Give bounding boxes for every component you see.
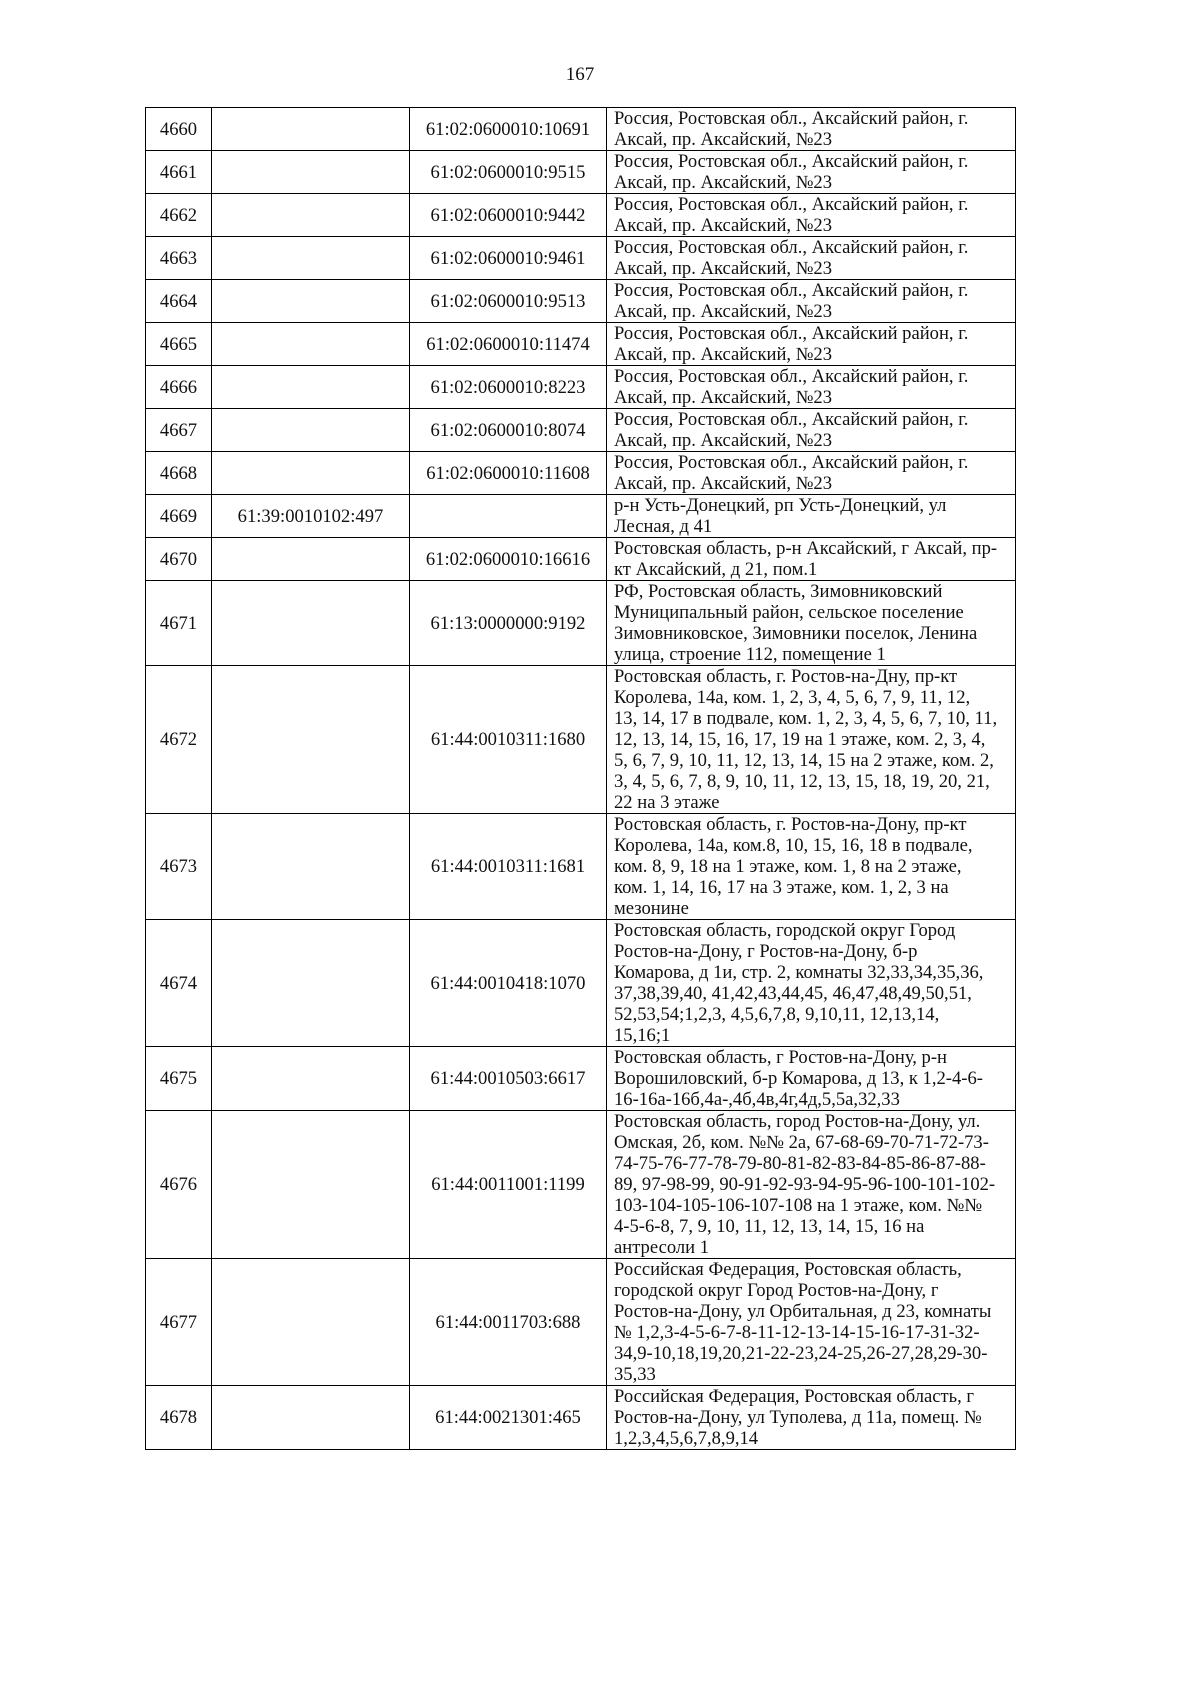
address-cell: Ростовская область, г. Ростов-на-Дну, пр-кт Королева, 14а, ком. 1, 2, 3, 4, 5, 6, 7, 9, 11, 12, 13, 14, 17 в подвале, ком. 1, 2, 3, 4, 5, 6, 7, 10, 11, 12, 13, 14, 15, 16, 17, 19 на 1 этаже, ком. 2, 3, 4, 5, 6, 7, 9, 10, 11, 12, 13, 14, 15 на 2 этаже, ком. 2, 3, 4, 5, 6, 7, 8, 9, 10, 11, 12, 13, 15, 18, 19, 20, 21, 22 на 3 этаже bbox=[607, 666, 1016, 814]
table-row bbox=[146, 1259, 1016, 1386]
room-cadastral-number-cell: 61:02:0600010:11608 bbox=[410, 452, 607, 495]
table-row bbox=[146, 280, 1016, 323]
room-cadastral-number-cell: 61:02:0600010:8223 bbox=[410, 366, 607, 409]
row-number-cell: 4675 bbox=[146, 1047, 212, 1111]
building-cadastral-number-cell bbox=[212, 1386, 410, 1450]
row-number-cell: 4664 bbox=[146, 280, 212, 323]
building-cadastral-number-cell bbox=[212, 323, 410, 366]
building-cadastral-number-cell bbox=[212, 1047, 410, 1111]
building-cadastral-number-cell bbox=[212, 581, 410, 666]
address-cell: Ростовская область, р-н Аксайский, г Аксай, пр- кт Аксайский, д 21, пом.1 bbox=[607, 538, 1016, 581]
address-cell: Россия, Ростовская обл., Аксайский район, г. Аксай, пр. Аксайский, №23 bbox=[607, 323, 1016, 366]
register-table bbox=[145, 107, 1016, 1450]
building-cadastral-number-cell bbox=[212, 237, 410, 280]
address-cell: Россия, Ростовская обл., Аксайский район, г. Аксай, пр. Аксайский, №23 bbox=[607, 280, 1016, 323]
building-cadastral-number-cell bbox=[212, 108, 410, 151]
room-cadastral-number-cell: 61:02:0600010:11474 bbox=[410, 323, 607, 366]
row-number-cell: 4668 bbox=[146, 452, 212, 495]
address-cell: Россия, Ростовская обл., Аксайский район, г. Аксай, пр. Аксайский, №23 bbox=[607, 194, 1016, 237]
building-cadastral-number-cell bbox=[212, 920, 410, 1047]
table-row bbox=[146, 237, 1016, 280]
building-cadastral-number-cell bbox=[212, 151, 410, 194]
building-cadastral-number-cell: 61:39:0010102:497 bbox=[212, 495, 410, 538]
row-number-cell: 4666 bbox=[146, 366, 212, 409]
room-cadastral-number-cell: 61:44:0021301:465 bbox=[410, 1386, 607, 1450]
table-row bbox=[146, 409, 1016, 452]
building-cadastral-number-cell bbox=[212, 538, 410, 581]
room-cadastral-number-cell: 61:44:0010503:6617 bbox=[410, 1047, 607, 1111]
row-number-cell: 4670 bbox=[146, 538, 212, 581]
row-number-cell: 4678 bbox=[146, 1386, 212, 1450]
table-row bbox=[146, 452, 1016, 495]
row-number-cell: 4665 bbox=[146, 323, 212, 366]
page-number: 167 bbox=[565, 64, 595, 85]
room-cadastral-number-cell: 61:44:0010311:1680 bbox=[410, 666, 607, 814]
address-cell: Россия, Ростовская обл., Аксайский район, г. Аксай, пр. Аксайский, №23 bbox=[607, 237, 1016, 280]
address-cell: р-н Усть-Донецкий, рп Усть-Донецкий, ул Лесная, д 41 bbox=[607, 495, 1016, 538]
register-table-body bbox=[146, 108, 1016, 1450]
table-row bbox=[146, 1047, 1016, 1111]
room-cadastral-number-cell: 61:44:0011703:688 bbox=[410, 1259, 607, 1386]
building-cadastral-number-cell bbox=[212, 814, 410, 920]
table-row bbox=[146, 1111, 1016, 1259]
table-row bbox=[146, 814, 1016, 920]
row-number-cell: 4660 bbox=[146, 108, 212, 151]
room-cadastral-number-cell: 61:44:0011001:1199 bbox=[410, 1111, 607, 1259]
row-number-cell: 4667 bbox=[146, 409, 212, 452]
room-cadastral-number-cell: 61:44:0010311:1681 bbox=[410, 814, 607, 920]
room-cadastral-number-cell: 61:02:0600010:9515 bbox=[410, 151, 607, 194]
address-cell: Российская Федерация, Ростовская область, городской округ Город Ростов-на-Дону, г Ростов-на-Дону, ул Орбитальная, д 23, комнаты № 1,2,3-4-5-6-7-8-11-12-13-14-15-16-17-31-32- 34,9-10,18,19,20,21-22-23,24-25,26-27,28,29-30- 35,33 bbox=[607, 1259, 1016, 1386]
address-cell: Россия, Ростовская обл., Аксайский район, г. Аксай, пр. Аксайский, №23 bbox=[607, 409, 1016, 452]
row-number-cell: 4672 bbox=[146, 666, 212, 814]
row-number-cell: 4674 bbox=[146, 920, 212, 1047]
row-number-cell: 4663 bbox=[146, 237, 212, 280]
building-cadastral-number-cell bbox=[212, 452, 410, 495]
row-number-cell: 4669 bbox=[146, 495, 212, 538]
room-cadastral-number-cell: 61:02:0600010:16616 bbox=[410, 538, 607, 581]
building-cadastral-number-cell bbox=[212, 1259, 410, 1386]
building-cadastral-number-cell bbox=[212, 194, 410, 237]
row-number-cell: 4677 bbox=[146, 1259, 212, 1386]
building-cadastral-number-cell bbox=[212, 666, 410, 814]
table-row bbox=[146, 194, 1016, 237]
room-cadastral-number-cell bbox=[410, 495, 607, 538]
building-cadastral-number-cell bbox=[212, 280, 410, 323]
room-cadastral-number-cell: 61:02:0600010:9513 bbox=[410, 280, 607, 323]
table-row bbox=[146, 108, 1016, 151]
table-row bbox=[146, 920, 1016, 1047]
row-number-cell: 4662 bbox=[146, 194, 212, 237]
address-cell: Ростовская область, город Ростов-на-Дону, ул. Омская, 2б, ком. №№ 2а, 67-68-69-70-71-72-73- 74-75-76-77-78-79-80-81-82-83-84-85-86-87-88- 89, 97-98-99, 90-91-92-93-94-95-96-100-101-102- 103-104-105-106-107-108 на 1 этаже, ком. №№ 4-5-6-8, 7, 9, 10, 11, 12, 13, 14, 15, 16 на антресоли 1 bbox=[607, 1111, 1016, 1259]
row-number-cell: 4671 bbox=[146, 581, 212, 666]
table-row bbox=[146, 495, 1016, 538]
building-cadastral-number-cell bbox=[212, 366, 410, 409]
room-cadastral-number-cell: 61:02:0600010:9461 bbox=[410, 237, 607, 280]
room-cadastral-number-cell: 61:02:0600010:10691 bbox=[410, 108, 607, 151]
row-number-cell: 4676 bbox=[146, 1111, 212, 1259]
table-row bbox=[146, 538, 1016, 581]
room-cadastral-number-cell: 61:02:0600010:9442 bbox=[410, 194, 607, 237]
table-row bbox=[146, 366, 1016, 409]
room-cadastral-number-cell: 61:44:0010418:1070 bbox=[410, 920, 607, 1047]
address-cell: Россия, Ростовская обл., Аксайский район, г. Аксай, пр. Аксайский, №23 bbox=[607, 452, 1016, 495]
address-cell: Россия, Ростовская обл., Аксайский район, г. Аксай, пр. Аксайский, №23 bbox=[607, 366, 1016, 409]
address-cell: РФ, Ростовская область, Зимовниковский Муниципальный район, сельское поселение Зимовниковское, Зимовники поселок, Ленина улица, строение 112, помещение 1 bbox=[607, 581, 1016, 666]
room-cadastral-number-cell: 61:13:0000000:9192 bbox=[410, 581, 607, 666]
room-cadastral-number-cell: 61:02:0600010:8074 bbox=[410, 409, 607, 452]
address-cell: Россия, Ростовская обл., Аксайский район, г. Аксай, пр. Аксайский, №23 bbox=[607, 151, 1016, 194]
address-cell: Россия, Ростовская обл., Аксайский район, г. Аксай, пр. Аксайский, №23 bbox=[607, 108, 1016, 151]
address-cell: Ростовская область, г. Ростов-на-Дону, пр-кт Королева, 14а, ком.8, 10, 15, 16, 18 в подвале, ком. 8, 9, 18 на 1 этаже, ком. 1, 8 на 2 этаже, ком. 1, 14, 16, 17 на 3 этаже, ком. 1, 2, 3 на мезонине bbox=[607, 814, 1016, 920]
row-number-cell: 4673 bbox=[146, 814, 212, 920]
address-cell: Российская Федерация, Ростовская область, г Ростов-на-Дону, ул Туполева, д 11а, помещ. № 1,2,3,4,5,6,7,8,9,14 bbox=[607, 1386, 1016, 1450]
table-row bbox=[146, 581, 1016, 666]
table-row bbox=[146, 151, 1016, 194]
building-cadastral-number-cell bbox=[212, 1111, 410, 1259]
table-row bbox=[146, 323, 1016, 366]
address-cell: Ростовская область, городской округ Город Ростов-на-Дону, г Ростов-на-Дону, б-р Комарова, д 1и, стр. 2, комнаты 32,33,34,35,36, 37,38,39,40, 41,42,43,44,45, 46,47,48,49,50,51, 52,53,54;1,2,3, 4,5,6,7,8, 9,10,11, 12,13,14, 15,16;1 bbox=[607, 920, 1016, 1047]
address-cell: Ростовская область, г Ростов-на-Дону, р-н Ворошиловский, б-р Комарова, д 13, к 1,2-4-6- 16-16а-16б,4а-,4б,4в,4г,4д,5,5а,32,33 bbox=[607, 1047, 1016, 1111]
building-cadastral-number-cell bbox=[212, 409, 410, 452]
table-row bbox=[146, 666, 1016, 814]
row-number-cell: 4661 bbox=[146, 151, 212, 194]
table-row bbox=[146, 1386, 1016, 1450]
